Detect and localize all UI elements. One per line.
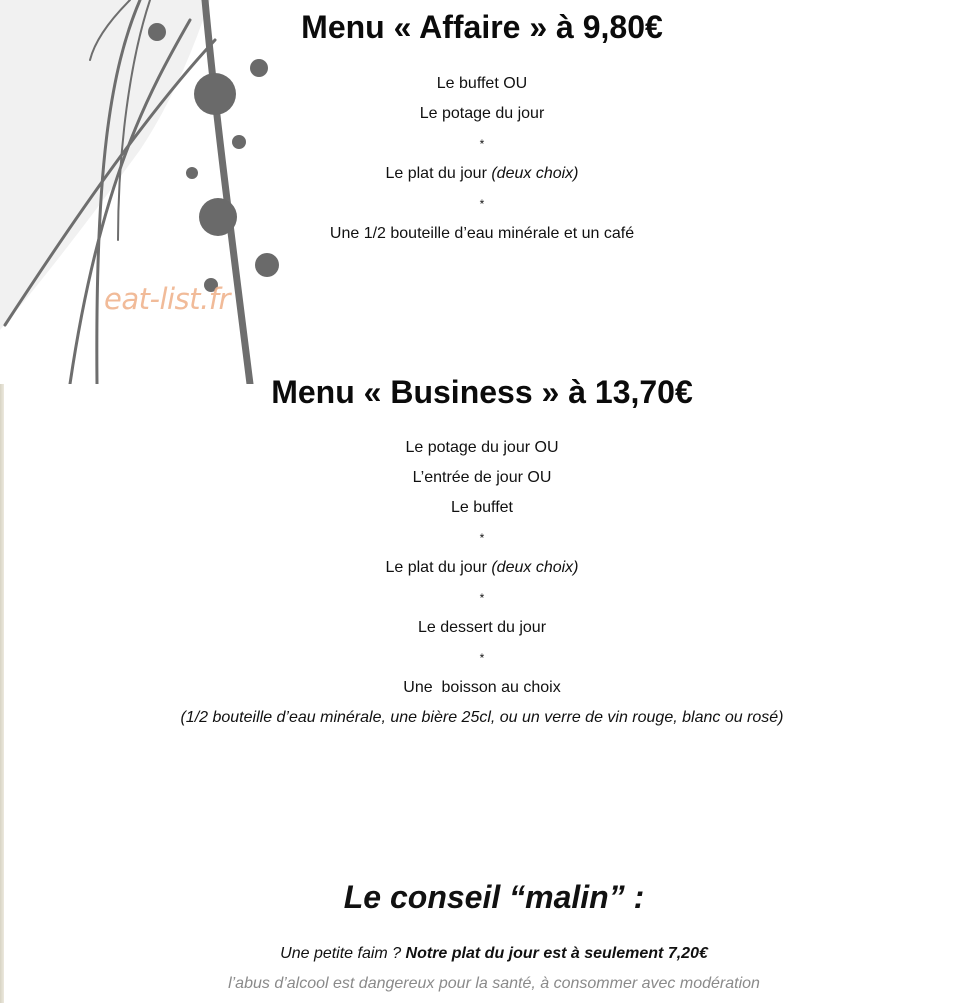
menu-item: Le buffet	[451, 499, 513, 516]
watermark-text: eat-list.fr	[104, 282, 230, 316]
menu-item: L’entrée de jour OU	[412, 469, 552, 486]
menu-item: Le potage du jour	[419, 105, 545, 122]
menu-item: Le buffet OU	[436, 75, 528, 92]
tip-title: Le conseil “malin” :	[343, 879, 645, 915]
menu-affaire-title: Menu « Affaire » à 9,80€	[301, 9, 663, 45]
menu-item-plat	[0, 553, 964, 583]
menu-affaire-items	[0, 69, 964, 249]
menu-drinks-note: (1/2 bouteille d’eau minérale, une bière 25cl, ou un verre de vin rouge, blanc ou rosé)	[180, 709, 784, 726]
menu-separator: *	[479, 651, 485, 665]
menu-item-plat-label: Le plat du jour	[385, 165, 487, 182]
menu-item: Une 1/2 bouteille d’eau minérale et un café	[329, 225, 635, 242]
menu-item: Une boisson au choix	[403, 679, 561, 696]
menu-item-plat-note: (deux choix)	[491, 165, 579, 182]
menu-item: Le dessert du jour	[417, 619, 547, 636]
alcohol-warning: l’abus d’alcool est dangereux pour la santé, à consommer avec modération	[228, 975, 760, 992]
menu-business-title: Menu « Business » à 13,70€	[271, 374, 693, 410]
menu-affaire	[0, 9, 964, 45]
menu-business-items	[0, 433, 964, 733]
menu-separator: *	[479, 197, 485, 211]
menu-item-plat-label: Le plat du jour	[385, 559, 487, 576]
menu-item-plat-note: (deux choix)	[491, 559, 579, 576]
menu-business	[0, 374, 964, 410]
menu-separator: *	[479, 137, 485, 151]
menu-item: Le potage du jour OU	[405, 439, 559, 456]
menu-separator: *	[479, 591, 485, 605]
tip-question: Une petite faim ?	[280, 945, 406, 962]
tip-highlight: Notre plat du jour est à seulement 7,20€	[405, 945, 708, 962]
menu-item-plat	[0, 159, 964, 189]
tip-line	[0, 940, 964, 968]
menu-separator: *	[479, 531, 485, 545]
